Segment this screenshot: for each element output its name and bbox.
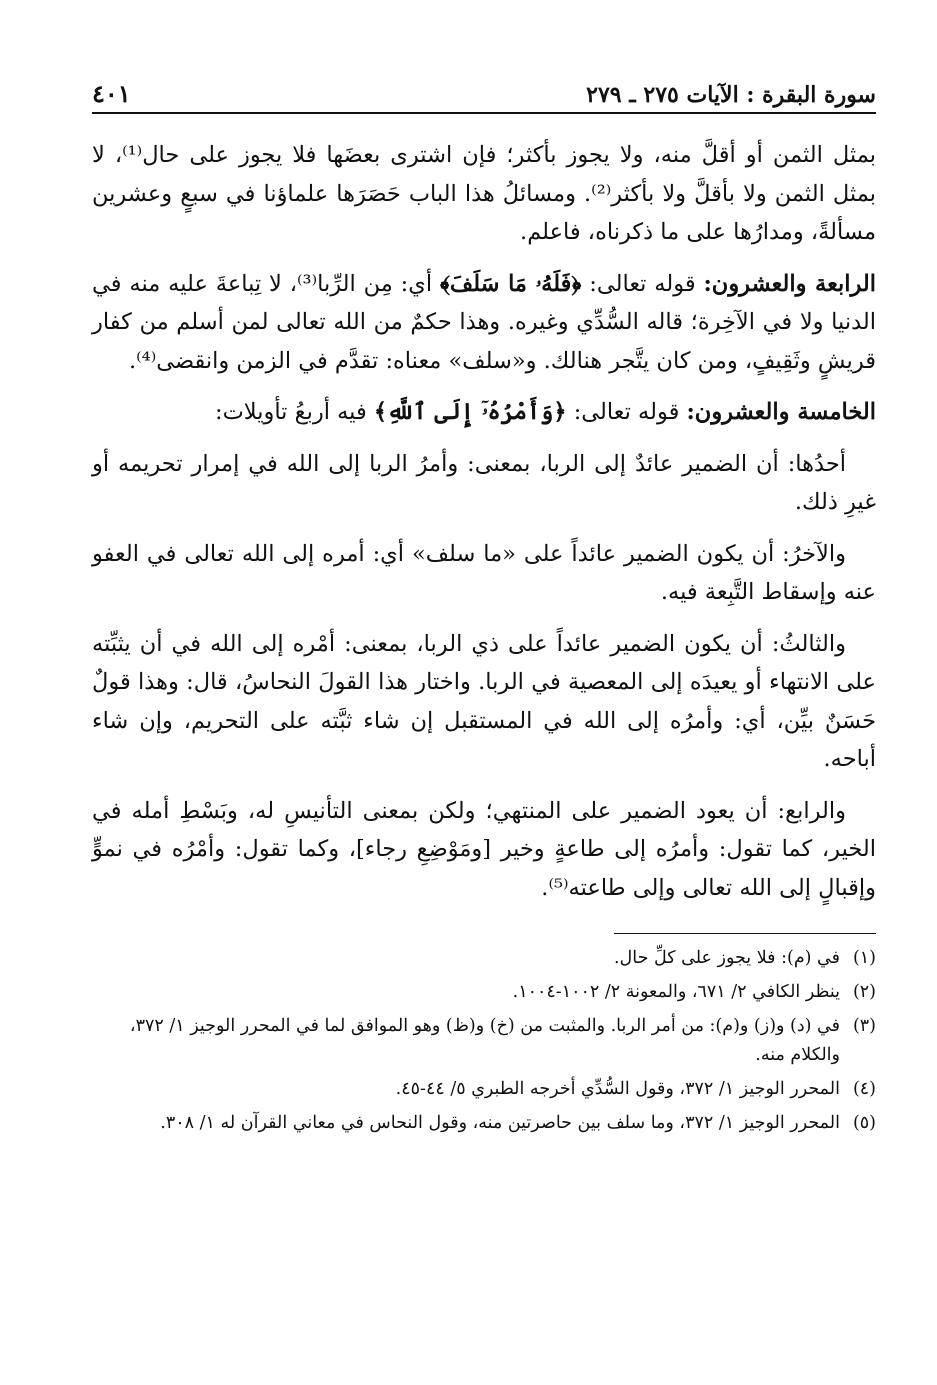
book-page (92, 68, 876, 1143)
footnote-4 (92, 1075, 876, 1104)
footnote-text: في (م): فلا يجوز على كلِّ حال. (613, 948, 840, 968)
paragraph-7 (92, 792, 876, 908)
section-lead: الخامسة والعشرون: (686, 399, 876, 425)
paragraph-text: والآخرُ: أن يكون الضمير عائداً على «ما سلف» أي: أمره إلى الله تعالى في العفو عنه وإسقاط التَّبِعة فيه. (92, 540, 876, 605)
paragraph-text: أي: مِن الرِّبا⁽³⁾، لا تِباعةَ عليه منه في الدنيا ولا في الآخِرة؛ قاله السُّدِّي وغيره. وهذا حكمٌ من الله تعالى لمن أسلم من كفار قريشٍ وثَقِيفٍ، ومن كان يتَّجر هنالك. و«سلف» معناه: تقدَّم في الزمن وانقضى⁽⁴⁾. (92, 270, 876, 374)
paragraph-5 (92, 535, 876, 612)
quran-quote: ﴿وَأَمْرُهُۥٓ إِلَى ٱللَّهِ﴾ (373, 399, 567, 425)
footnote-text: ينظر الكافي ٢/ ٦٧١، والمعونة ٢/ ١٠٠٢-١٠٠٤. (512, 982, 840, 1002)
footnote-5 (92, 1109, 876, 1138)
footnote-number: (٥) (852, 1113, 876, 1133)
paragraph-text: والرابع: أن يعود الضمير على المنتهي؛ ولكن بمعنى التأنيسِ له، وبَسْطِ أمله في الخير، كما تقول: وأمرُه إلى طاعةٍ وخير [ومَوْضِعِ رجاء]، وكما تقول: وأمْرُه في نموٍّ وإقبالٍ إلى الله تعالى وإلى طاعته⁽⁵⁾. (92, 797, 876, 901)
footnote-number: (٢) (852, 982, 876, 1002)
footnote-2 (92, 978, 876, 1007)
footnote-text: المحرر الوجيز ١/ ٣٧٢، وما سلف بين حاصرتين منه، وقول النحاس في معاني القرآن له ١/ ٣٠٨. (160, 1113, 840, 1133)
footnote-number: (١) (852, 948, 876, 968)
page-number: ٤٠١ (92, 79, 131, 108)
paragraph-3 (92, 393, 876, 432)
paragraph-4 (92, 445, 876, 522)
paragraph-pre: قوله تعالى: (566, 399, 687, 425)
footnote-text: المحرر الوجيز ١/ ٣٧٢، وقول السُّدِّي أخرجه الطبري ٥/ ٤٤-٤٥. (395, 1079, 840, 1099)
footnote-number: (٤) (852, 1079, 876, 1099)
footnote-number: (٣) (852, 1016, 876, 1036)
paragraph-text: أحدُها: أن الضمير عائدٌ إلى الربا، بمعنى: وأمرُ الربا إلى الله في إمرار تحريمه أو غيرِ ذلك. (92, 450, 876, 515)
footnotes (92, 944, 876, 1138)
paragraph-text: والثالثُ: أن يكون الضمير عائداً على ذي الربا، بمعنى: أمْره إلى الله في أن يثبِّته على الانتهاء أو يعيدَه إلى المعصية في الربا. واختار هذا القولَ النحاسُ، قال: وهذا قولٌ حَسَنٌ بيِّن، أي: وأمرُه إلى الله في المستقبل إن شاء ثبَّته على التحريم، وإن شاء أباحه. (92, 630, 876, 772)
footnote-3 (92, 1012, 876, 1070)
paragraph-1 (92, 136, 876, 252)
paragraph-text: فيه أربعُ تأويلات: (215, 399, 374, 425)
footnote-text: في (د) و(ز) و(م): من أمر الربا. والمثبت من (خ) و(ظ) وهو الموافق لما في المحرر الوجيز ١/ ٣٧٢، والكلام منه. (129, 1016, 840, 1065)
footnote-rule (614, 933, 876, 934)
paragraph-6 (92, 625, 876, 779)
header-title: سورة البقرة : الآيات ٢٧٥ ـ ٢٧٩ (586, 82, 876, 108)
footnote-1 (92, 944, 876, 973)
paragraph-pre: قوله تعالى: (581, 270, 704, 297)
running-header (92, 68, 876, 108)
quran-quote: ﴿فَلَهُۥ مَا سَلَفَ﴾ (439, 270, 582, 297)
paragraph-2 (92, 265, 876, 381)
main-text (92, 136, 876, 907)
section-lead: الرابعة والعشرون: (703, 270, 876, 297)
header-rule (92, 112, 876, 114)
paragraph-text: بمثل الثمن أو أقلَّ منه، ولا يجوز بأكثر؛ فإن اشترى بعضَها فلا يجوز على حال⁽¹⁾، لا بمثل الثمن ولا بأقلَّ ولا بأكثر⁽²⁾. ومسائلُ هذا الباب حَصَرَها علماؤنا في سبعٍ وعشرين مسألةً، ومدارُها على ما ذكرناه، فاعلم. (92, 142, 876, 245)
